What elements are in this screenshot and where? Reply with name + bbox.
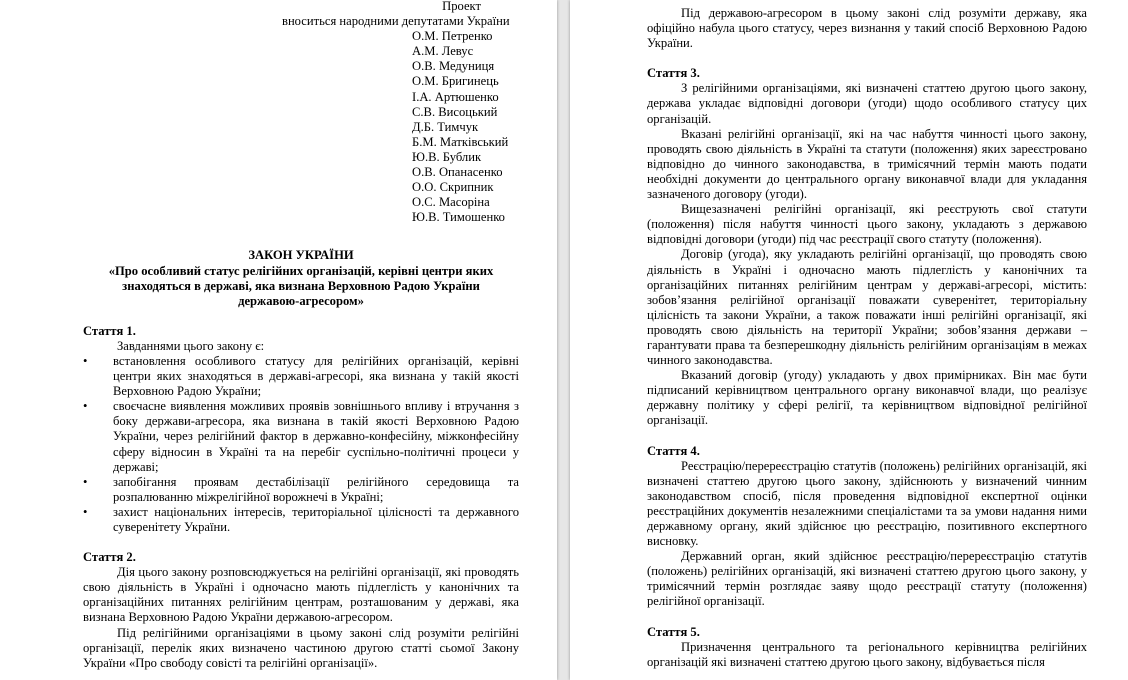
law-title: ЗАКОН УКРАЇНИ [248,248,354,263]
bullet-mark: • [83,474,88,489]
submitted-by: вноситься народними депутатами України [282,14,510,29]
author-name: Ю.В. Тимошенко [412,210,505,225]
paragraph: Вказані релігійні організації, які на час набуття чинності цього закону, проводять свою діяльність в Україні та статути (положення) яких зареєстровано відповідно до чинного законодавства, в тримісячний термін мають подати необхідні документи до центрального органу виконавчої влади для укладання зазначеного договору (угоди). [647,126,1087,202]
paragraph: Під релігійними організаціями в цьому законі слід розуміти релігійні організації, перелік яких визначено частиною другою статті сьомої Закону України «Про свободу совісті та релігійні організації». [83,625,519,670]
aggressor-definition: Під державою-агресором в цьому законі слід розуміти державу, яка офіційно набула цього статусу, через визнання у такий спосіб Верховною Радою України. [647,6,1087,51]
article-1-bullets [83,354,519,535]
bullet-text: встановлення особливого статусу для релігійних організацій, керівні центри яких знаходяться в державі-агресорі, яка визнана у такій якості Верховною Радою України; [113,353,519,399]
article-5-body [647,640,1087,670]
article-4-body [647,459,1087,610]
bullet-text: своєчасне виявлення можливих проявів зовнішнього впливу і втручання з боку держави-агресора, яка визнана в такій якості Верховною Радою України, через релігійний фактор в державно-конфесійну, міжконфесійну сферу відносин в Україні та на перебіг суспільно-політичні процеси у державі; [113,399,519,474]
author-name: С.В. Висоцький [412,104,498,119]
law-subtitle: «Про особливий статус релігійних організацій, керівні центри яких знаходяться в державі, яка визнана Верховною Радою України державою-агресором» [108,263,494,308]
bullet-item [83,505,519,535]
paragraph: Призначення центрального та регіонального керівництва релігійних організацій які визначені статтею другою цього закону, відбувається після [647,639,1087,669]
author-name: О.В. Медуниця [412,59,495,74]
author-name: Д.Б. Тимчук [412,119,479,134]
article-2-body [83,565,519,671]
paragraph: Державний орган, який здійснює реєстрацію/перереєстрацію статутів (положень) релігійних організацій, які визначені статтею другою цього закону, у тримісячний термін розглядає заяву щодо реєстрації статуту (положення) релігійної організації. [647,549,1087,609]
paragraph: Дія цього закону розповсюджується на релігійні організації, які проводять свою діяльність в Україні і одночасно мають підлеглість у канонічних та організаційних питаннях релігійним центрам, розташованим у державі, яка визнана Верховною Радою України державою-агресором. [83,565,519,625]
author-name: О.М. Петренко [412,29,493,44]
author-name: О.В. Опанасенко [412,165,503,180]
bullet-item [83,475,519,505]
author-name: І.А. Артюшенко [412,89,499,104]
bullet-text: запобігання проявам дестабілізації релігійного середовища та розпалюванню міжрелігійної ворожнечі в Україні; [113,474,519,504]
paragraph: З релігійними організаціями, які визначені статтею другою цього закону, держава укладає відповідні договори (угоди) щодо особливого статусу цих організацій. [647,81,1087,126]
article-1-title: Стаття 1. [83,323,136,338]
author-name: Б.М. Матківський [412,134,509,149]
article-3-body [647,81,1087,428]
author-name: О.М. Бригинець [412,74,499,89]
authors-list [83,29,519,225]
paragraph: Вищезазначені релігійні організації, які реєструють свої статути (положення) після набуття чинності цього закону, укладають з державою відповідні договори (угоди) під час реєстрації свого статуту (положення). [647,202,1087,247]
author-name: Ю.В. Бублик [412,149,482,164]
article-4-title: Стаття 4. [647,443,700,458]
bullet-text: захист національних інтересів, територіальної цілісності та державного суверенітету України. [113,504,519,534]
project-label: Проект [442,0,481,13]
author-name: О.С. Масоріна [412,195,490,210]
bullet-mark: • [83,504,88,519]
bullet-mark: • [83,399,88,414]
article-5-title: Стаття 5. [647,624,700,639]
author-name: А.М. Левус [412,44,474,59]
article-1-intro: Завданнями цього закону є: [117,338,265,353]
paragraph: Договір (угода), яку укладають релігійні організації, що проводять свою діяльність в Україні і одночасно мають підлеглість у канонічних та організаційних питаннях релігійним центрам у державі-агресорі, містить: зобов’язання релігійної організації поважати суверенітет, територіальну цілісність та закони України, а також поважати інші релігійні організації, які проводять свою діяльність на території України; зобов’язання держави – гарантувати права та безперешкодну діяльність релігійним організаціям в межах чинного законодавства. [647,247,1087,368]
article-3-title: Стаття 3. [647,66,700,81]
bullet-item [83,399,519,474]
document-page-right [570,0,1128,680]
bullet-mark: • [83,353,88,368]
paragraph: Вказаний договір (угоду) укладають у двох примірниках. Він має бути підписаний керівництвом центрального органу виконавчої влади, що реалізує державну політику у сфері релігії, та керівництвом відповідної релігійної організації. [647,368,1087,428]
article-2-title: Стаття 2. [83,550,136,565]
author-name: О.О. Скрипник [412,180,494,195]
paragraph: Реєстрацію/перереєстрацію статутів (положень) релігійних організацій, які визначені статтею другою цього закону, здійснюють у визначений чинним законодавством спосіб, після проведення відповідної експертної оцінки реєстраційних документів незалежними спеціалістами та за умови надання ними державному органу, який здійснює цю реєстрацію, позитивного експертного висновку. [647,458,1087,549]
bullet-item [83,354,519,399]
document-page-left [0,0,557,680]
